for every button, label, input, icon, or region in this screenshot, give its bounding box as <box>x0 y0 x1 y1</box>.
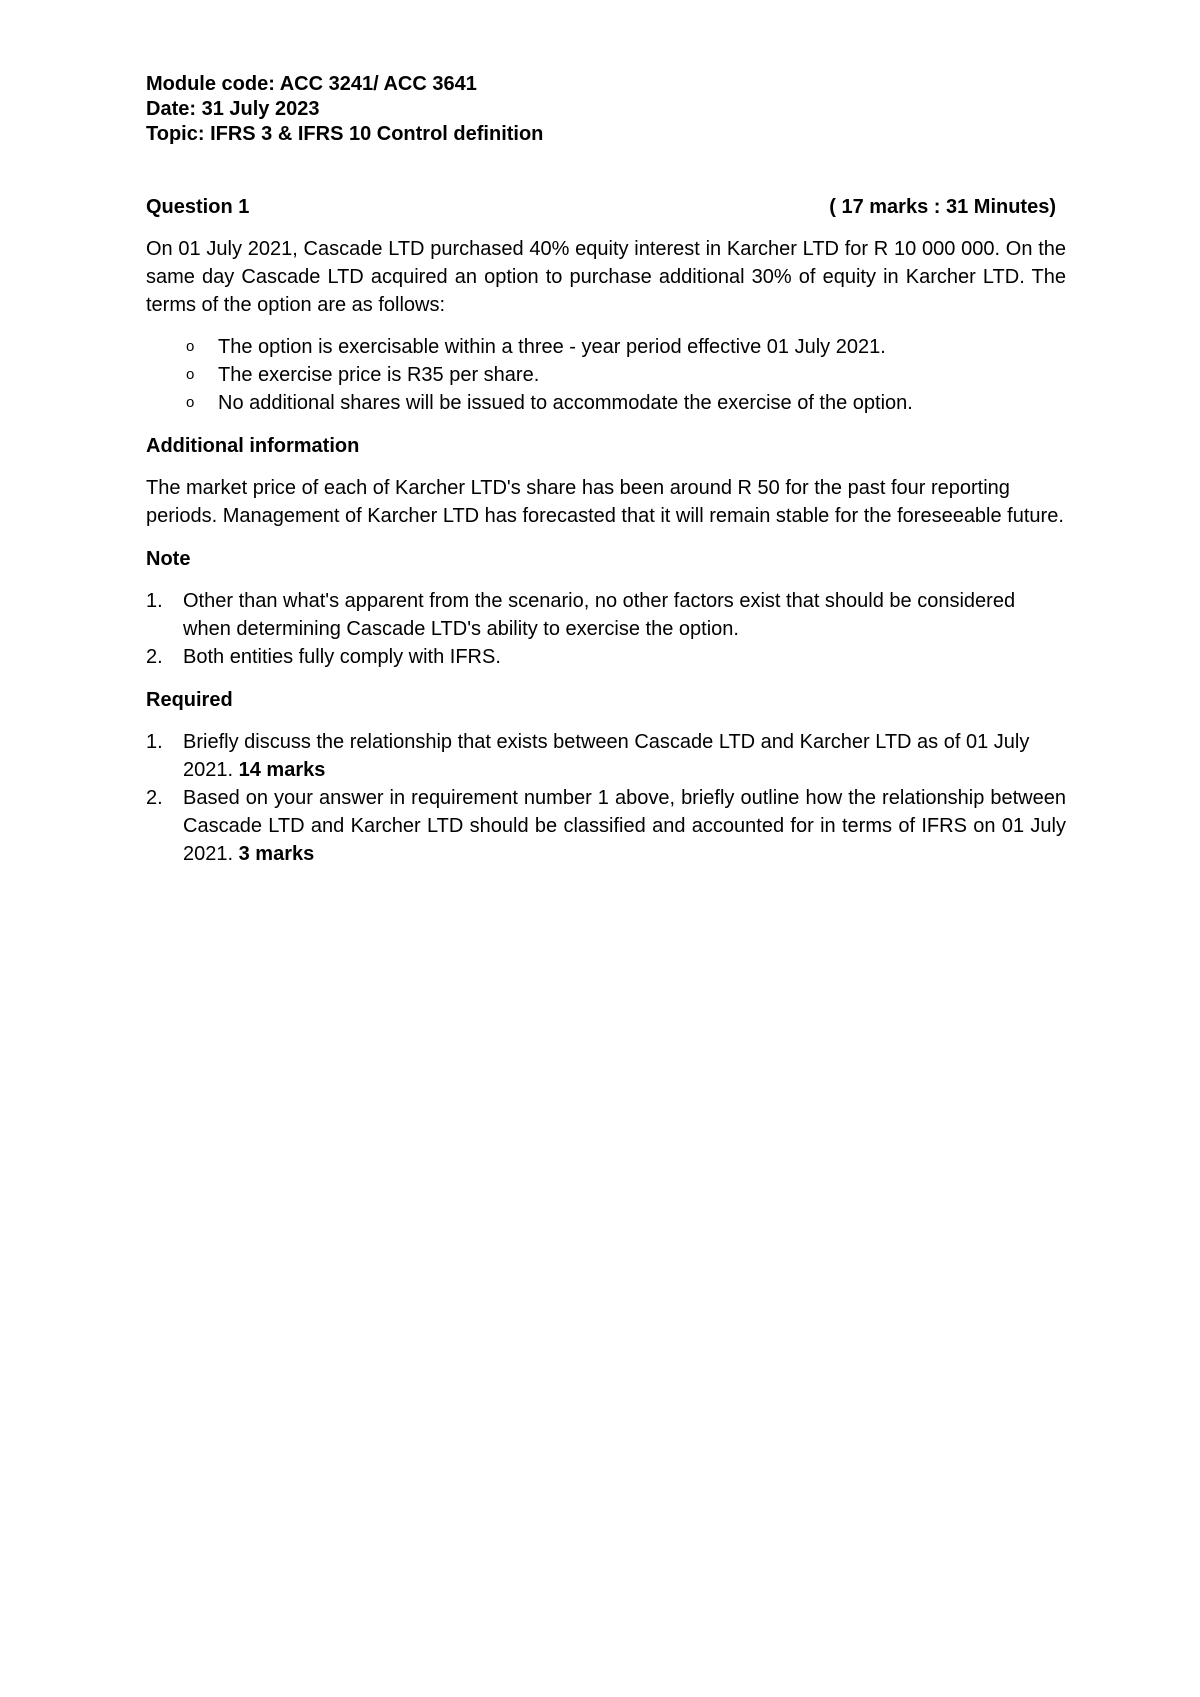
list-item: 2. Based on your answer in requirement number 1 above, briefly outline how the relationship between Cascade LTD and Karcher LTD should be classified and accounted for in terms of IFRS on 01 July 2021. 3 marks <box>146 787 1066 865</box>
document-page <box>146 72 1066 868</box>
additional-info-heading: Additional information <box>146 435 360 457</box>
additional-info-text: The market price of each of Karcher LTD's share has been around R 50 for the past four reporting periods. Management of Karcher LTD has forecasted that it will remain stable for the foreseeable future. <box>146 477 1064 527</box>
bullet-icon: o <box>186 394 195 411</box>
list-item: 1. Other than what's apparent from the scenario, no other factors exist that should be considered when determining Cascade LTD's ability to exercise the option. <box>146 590 1016 640</box>
requirement-marks: 3 marks <box>238 843 315 865</box>
exam-date: Date: 31 July 2023 <box>146 98 320 120</box>
question-title: Question 1 <box>146 196 250 218</box>
note-list <box>146 587 1066 671</box>
list-item: o The exercise price is R35 per share. <box>146 361 1066 389</box>
list-item: o The option is exercisable within a three - year period effective 01 July 2021. <box>146 333 1066 361</box>
module-code: Module code: ACC 3241/ ACC 3641 <box>146 73 477 95</box>
question-marks: ( 17 marks : 31 Minutes) <box>829 196 1056 218</box>
list-item: o No additional shares will be issued to accommodate the exercise of the option. <box>146 389 1066 417</box>
bullet-icon: o <box>186 338 195 355</box>
list-item: 1. Briefly discuss the relationship that exists between Cascade LTD and Karcher LTD as of 01 July 2021. 14 marks <box>146 731 1030 781</box>
topic: Topic: IFRS 3 & IFRS 10 Control definition <box>146 123 544 145</box>
question-intro: On 01 July 2021, Cascade LTD purchased 40% equity interest in Karcher LTD for R 10 000 000. On the same day Cascade LTD acquired an option to purchase additional 30% of equity in Karcher LTD. The terms of the option are as follows: <box>146 238 1066 316</box>
question-heading <box>146 193 1066 221</box>
option-terms-list <box>146 333 1066 417</box>
requirement-marks: 14 marks <box>238 759 326 781</box>
bullet-icon: o <box>186 366 195 383</box>
list-item: 2. Both entities fully comply with IFRS. <box>146 646 501 668</box>
note-heading: Note <box>146 548 191 570</box>
required-list <box>146 728 1066 868</box>
required-heading: Required <box>146 689 233 711</box>
